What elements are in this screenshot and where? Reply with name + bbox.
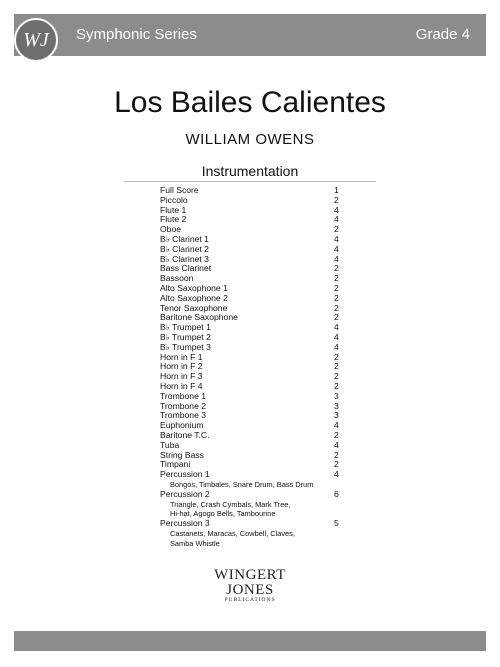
instrument-name: B♭ Trumpet 2 xyxy=(160,331,211,342)
instrument-count: 2 xyxy=(334,273,339,284)
instrument-row xyxy=(160,206,350,216)
instrument-row xyxy=(160,519,350,529)
page-title: Los Bailes Calientes xyxy=(114,86,386,119)
instrument-row xyxy=(160,215,350,225)
instrument-count: 6 xyxy=(334,488,339,499)
instrument-count: 2 xyxy=(334,224,339,235)
instrument-name: Percussion 2 xyxy=(160,488,210,499)
publisher-line-2: JONES xyxy=(226,582,274,598)
instrument-row xyxy=(160,186,350,196)
instrument-name: Bass Clarinet xyxy=(160,263,212,274)
grade-label: Grade 4 xyxy=(415,26,470,43)
instrument-name: B♭ Trumpet 1 xyxy=(160,322,211,333)
instrument-name: Full Score xyxy=(160,185,199,195)
instrument-count: 4 xyxy=(334,341,339,352)
instrumentation-list xyxy=(160,186,350,548)
instrument-count: 4 xyxy=(334,420,339,431)
instrument-name: Horn in F 4 xyxy=(160,380,203,391)
instrument-row xyxy=(160,431,350,441)
instrument-count: 4 xyxy=(334,439,339,450)
instrument-name: Percussion 3 xyxy=(160,518,210,529)
instrument-count: 5 xyxy=(334,518,339,529)
instrument-count: 1 xyxy=(334,185,339,195)
publisher-logo xyxy=(200,568,300,604)
instrument-name: Euphonium xyxy=(160,420,204,431)
instrument-name: Baritone Saxophone xyxy=(160,312,238,323)
instrument-count: 3 xyxy=(334,390,339,401)
instrument-name: Alto Saxophone 1 xyxy=(160,282,228,293)
footer-bar xyxy=(14,631,486,651)
instrument-count: 4 xyxy=(334,253,339,264)
instrument-count: 2 xyxy=(334,282,339,293)
instrument-count: 3 xyxy=(334,410,339,421)
instrument-count: 2 xyxy=(334,351,339,362)
instrument-row xyxy=(160,196,350,206)
instrument-name: Baritone T.C. xyxy=(160,429,210,440)
instrument-name: Flute 1 xyxy=(160,204,187,215)
instrument-name: Horn in F 2 xyxy=(160,361,203,372)
composer-name: WILLIAM OWENS xyxy=(185,131,315,148)
logo-text: WJ xyxy=(23,28,49,51)
instrument-count: 2 xyxy=(334,302,339,313)
instrument-name: Trombone 1 xyxy=(160,390,207,401)
instrument-name: Tuba xyxy=(160,439,180,450)
instrument-count: 4 xyxy=(334,214,339,225)
instrument-count: 2 xyxy=(334,371,339,382)
instrument-count: 2 xyxy=(334,263,339,274)
instrument-name: Horn in F 3 xyxy=(160,371,203,382)
instrument-note: Samba Whistle xyxy=(170,538,220,548)
instrument-count: 3 xyxy=(334,400,339,411)
instrument-count: 2 xyxy=(334,459,339,470)
instrument-count: 4 xyxy=(334,469,339,480)
instrument-name: String Bass xyxy=(160,449,204,460)
instrument-note: Hi-hat, Agogo Bells, Tambourine xyxy=(170,509,276,519)
instrument-name: B♭ Trumpet 3 xyxy=(160,341,211,352)
instrument-name: Bassoon xyxy=(160,273,194,284)
instrument-note: Castanets, Maracas, Cowbell, Claves, xyxy=(170,528,295,538)
instrumentation-heading: Instrumentation xyxy=(201,163,299,179)
instrument-count: 2 xyxy=(334,292,339,303)
instrument-count: 4 xyxy=(334,331,339,342)
instrument-count: 2 xyxy=(334,312,339,323)
series-label: Symphonic Series xyxy=(76,26,197,43)
instrument-name: Piccolo xyxy=(160,194,188,205)
instrument-name: B♭ Clarinet 1 xyxy=(160,233,209,244)
instrument-row xyxy=(160,470,350,480)
instrument-name: Trombone 3 xyxy=(160,410,207,421)
publisher-line-1: WINGERT xyxy=(214,567,286,583)
instrument-name: Alto Saxophone 2 xyxy=(160,292,228,303)
instrument-name: Timpani xyxy=(160,459,191,470)
instrument-count: 4 xyxy=(334,322,339,333)
instrument-count: 2 xyxy=(334,449,339,460)
instrument-count: 4 xyxy=(334,243,339,254)
instrument-count: 4 xyxy=(334,233,339,244)
instrument-note: Bongos, Timbales, Snare Drum, Bass Drum xyxy=(170,479,314,489)
instrument-name: Horn in F 1 xyxy=(160,351,203,362)
instrument-count: 2 xyxy=(334,361,339,372)
instrument-count: 2 xyxy=(334,194,339,205)
instrument-note: Triangle, Crash Cymbals, Mark Tree, xyxy=(170,499,291,509)
instrument-name: Tenor Saxophone xyxy=(160,302,228,313)
instrument-count: 2 xyxy=(334,429,339,440)
instrument-name: Trombone 2 xyxy=(160,400,207,411)
instrument-count: 4 xyxy=(334,204,339,215)
instrument-count: 2 xyxy=(334,380,339,391)
wj-logo xyxy=(14,18,58,62)
instrument-name: B♭ Clarinet 2 xyxy=(160,243,209,254)
divider xyxy=(124,181,376,182)
instrument-row xyxy=(160,490,350,500)
instrument-name: Oboe xyxy=(160,224,182,235)
instrument-name: B♭ Clarinet 3 xyxy=(160,253,209,264)
publisher-line-3: PUBLICATIONS xyxy=(224,597,276,603)
instrument-name: Percussion 1 xyxy=(160,469,210,480)
instrument-name: Flute 2 xyxy=(160,214,187,225)
